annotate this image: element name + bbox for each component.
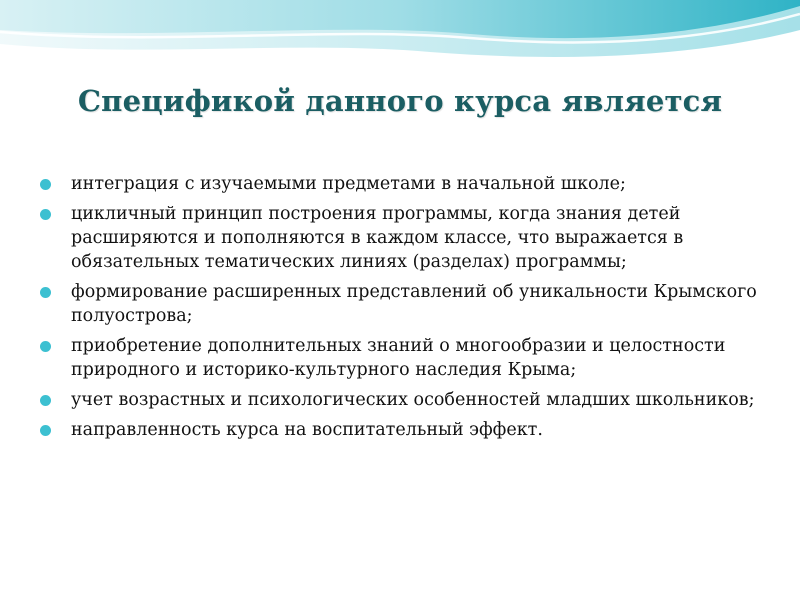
bullet-dot-icon [40, 209, 51, 220]
header-wave-decoration [0, 0, 800, 90]
list-item [40, 172, 770, 196]
list-item [40, 280, 770, 328]
bullet-dot-icon [40, 341, 51, 352]
list-item [40, 202, 770, 274]
list-item [40, 388, 770, 412]
list-item [40, 418, 770, 442]
bullet-text: цикличный принцип построения программы, когда знания детей расширяются и пополняются в каждом классе, что выражается в обязательных тематических линиях (разделах) программы; [71, 204, 684, 272]
bullet-text: приобретение дополнительных знаний о многообразии и целостности природного и историко-культурного наследия Крыма; [71, 336, 726, 380]
bullet-text: интеграция с изучаемыми предметами в начальной школе; [71, 174, 626, 194]
bullet-dot-icon [40, 179, 51, 190]
list-item [40, 334, 770, 382]
bullet-list [40, 172, 770, 448]
bullet-text: формирование расширенных представлений об уникальности Крымского полуострова; [71, 282, 757, 326]
bullet-dot-icon [40, 287, 51, 298]
slide-title: Спецификой данного курса является [77, 84, 723, 118]
bullet-dot-icon [40, 425, 51, 436]
bullet-text: направленность курса на воспитательный эффект. [71, 420, 543, 440]
bullet-text: учет возрастных и психологических особенностей младших школьников; [71, 390, 755, 410]
bullet-dot-icon [40, 395, 51, 406]
